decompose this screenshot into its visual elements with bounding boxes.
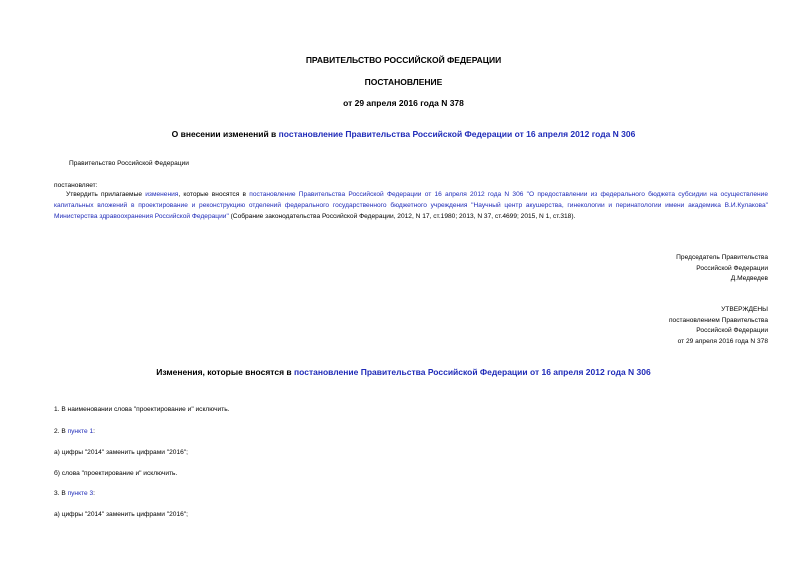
item-2b: б) слова "проектирование и" исключить. — [54, 470, 178, 477]
approved-block — [669, 305, 768, 347]
signature-name: Д.Медведев — [730, 275, 768, 282]
item-3-prefix: 3. В — [54, 490, 68, 497]
item-2-prefix: 2. В — [54, 428, 68, 435]
changes-title — [0, 367, 807, 377]
link-point-1[interactable]: пункте 1 — [67, 428, 94, 435]
item-3-suffix: : — [93, 490, 95, 497]
item-2-suffix: : — [93, 428, 95, 435]
item-2a: а) цифры "2014" заменить цифрами "2016"; — [54, 449, 188, 456]
government-heading: ПРАВИТЕЛЬСТВО РОССИЙСКОЙ ФЕДЕРАЦИИ — [305, 55, 502, 65]
approved-country: Российской Федерации — [696, 327, 768, 334]
signature-block — [676, 253, 768, 285]
signature-position: Председатель Правительства — [676, 254, 768, 261]
link-changes[interactable]: изменения — [145, 191, 179, 198]
approved-label: УТВЕРЖДЕНЫ — [721, 306, 768, 313]
main-paragraph-middle: , которые вносятся в — [178, 191, 250, 198]
main-paragraph-start: Утвердить прилагаемые — [66, 191, 146, 198]
document-type-heading: ПОСТАНОВЛЕНИЕ — [364, 77, 443, 87]
document-title-prefix: О внесении изменений в — [171, 129, 279, 139]
intro-text: Правительство Российской Федерации — [69, 160, 189, 167]
approved-by: постановлением Правительства — [668, 316, 768, 324]
item-3 — [54, 490, 95, 497]
decrees-text: постановляет: — [54, 182, 98, 189]
title-link-decree-306[interactable]: постановление Правительства Российской Федерации от 16 апреля 2012 года N 306 — [278, 129, 636, 139]
item-1: 1. В наименовании слова "проектирование и" исключить. — [54, 406, 230, 413]
signature-country: Российской Федерации — [696, 264, 768, 272]
document-title — [0, 129, 807, 139]
link-decree-306-full[interactable]: постановление Правительства Российской Федерации от 16 апреля 2012 года N 306 "О предоставлении из федерального бюджета субсидии на осуществление капитальных вложений в проектирование и реконструкцию отделений федерального государственного бюджетного учреждения "Научный центр акушерства, гинекологии и перинатологии имени академика В.И.Кулакова" Министерства здравоохранения Российской Федерации" — [54, 191, 768, 220]
item-3a: а) цифры "2014" заменить цифрами "2016"; — [54, 511, 188, 518]
approved-date: от 29 апреля 2016 года N 378 — [677, 337, 768, 345]
link-point-3[interactable]: пункте 3 — [67, 490, 94, 497]
document-date-number: от 29 апреля 2016 года N 378 — [343, 98, 464, 108]
item-2 — [54, 428, 95, 435]
main-paragraph — [54, 189, 768, 222]
main-paragraph-end: (Собрание законодательства Российской Федерации, 2012, N 17, ст.1980; 2013, N 37, ст.4699; 2015, N 1, ст.318). — [228, 213, 576, 220]
changes-title-link-decree-306[interactable]: постановление Правительства Российской Федерации от 16 апреля 2012 года N 306 — [294, 367, 651, 377]
changes-title-prefix: Изменения, которые вносятся в — [156, 367, 294, 377]
